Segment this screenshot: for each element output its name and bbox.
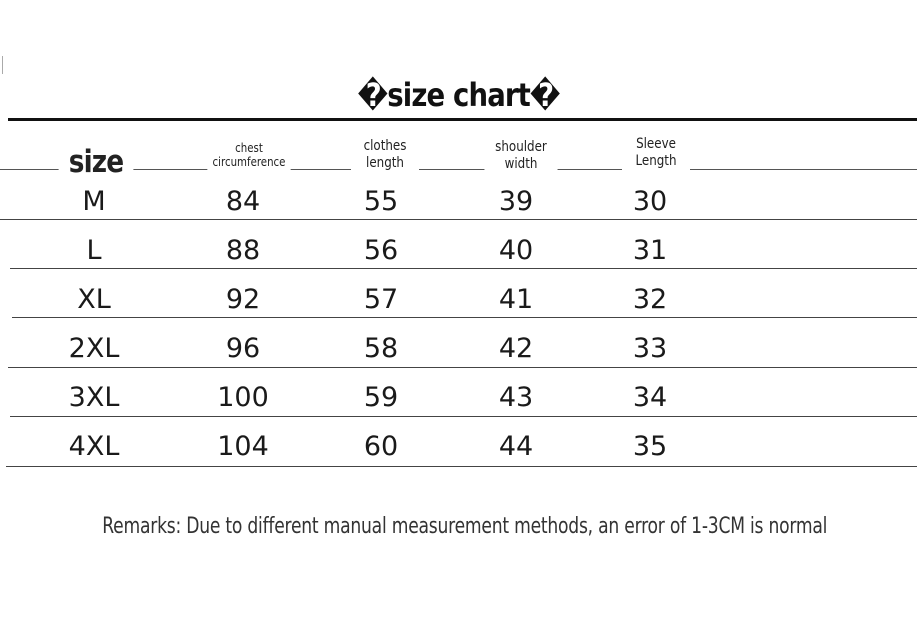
table-row [0, 235, 917, 284]
cell-chest: 88 [225, 235, 261, 266]
cell-length: 57 [363, 284, 399, 315]
cell-chest: 104 [217, 431, 269, 462]
cell-length: 56 [363, 235, 399, 266]
title-container [0, 76, 917, 114]
header-size: size [59, 144, 134, 180]
header-clothes-length [351, 138, 419, 172]
header-sleeve-length [622, 136, 690, 170]
cell-chest: 84 [225, 186, 261, 217]
header-sleeve-line2: Length [635, 152, 677, 169]
header-length-line1: clothes [363, 138, 407, 154]
cell-sleeve: 32 [632, 284, 668, 315]
cell-size: 4XL [68, 431, 120, 462]
cell-size: M [82, 186, 106, 217]
cell-shoulder: 41 [498, 284, 534, 315]
cell-sleeve: 33 [632, 333, 668, 364]
header-chest-line1: chest [235, 141, 263, 155]
table-row [0, 382, 917, 431]
table-row [0, 431, 917, 480]
cell-size: XL [77, 284, 111, 315]
cell-size: L [86, 235, 102, 266]
header-chest [207, 141, 290, 170]
cell-length: 58 [363, 333, 399, 364]
header-shoulder-line2: width [504, 155, 538, 172]
title-underline [8, 118, 917, 121]
cell-chest: 96 [225, 333, 261, 364]
header-divider [0, 169, 917, 170]
remarks-text: Remarks: Due to different manual measurement methods, an error of 1-3CM is normal [102, 514, 828, 539]
table-row [0, 333, 917, 382]
cell-shoulder: 44 [498, 431, 534, 462]
table-bottom-rule [6, 466, 917, 467]
cell-size: 3XL [68, 382, 120, 413]
header-chest-line2: circumference [212, 155, 286, 170]
header-sleeve-line1: Sleeve [636, 136, 676, 152]
cell-chest: 92 [225, 284, 261, 315]
row-divider [0, 219, 917, 220]
header-shoulder-width [484, 139, 557, 173]
table-row [0, 186, 917, 235]
cell-shoulder: 42 [498, 333, 534, 364]
cell-shoulder: 40 [498, 235, 534, 266]
table-row [0, 284, 917, 333]
header-length-line2: length [366, 154, 404, 171]
cell-length: 59 [363, 382, 399, 413]
cell-shoulder: 39 [498, 186, 534, 217]
cell-shoulder: 43 [498, 382, 534, 413]
cell-chest: 100 [217, 382, 269, 413]
header-shoulder-line1: shoulder [495, 139, 547, 155]
row-divider [12, 317, 917, 318]
remarks-container [0, 514, 917, 539]
cell-size: 2XL [68, 333, 120, 364]
cell-length: 60 [363, 431, 399, 462]
page-title: �size chart� [357, 76, 560, 114]
row-divider [8, 367, 917, 368]
left-edge-mark [2, 56, 3, 74]
cell-sleeve: 35 [632, 431, 668, 462]
cell-sleeve: 31 [632, 235, 668, 266]
cell-sleeve: 34 [632, 382, 668, 413]
row-divider [10, 416, 917, 417]
row-divider [10, 268, 917, 269]
cell-sleeve: 30 [632, 186, 668, 217]
cell-length: 55 [363, 186, 399, 217]
